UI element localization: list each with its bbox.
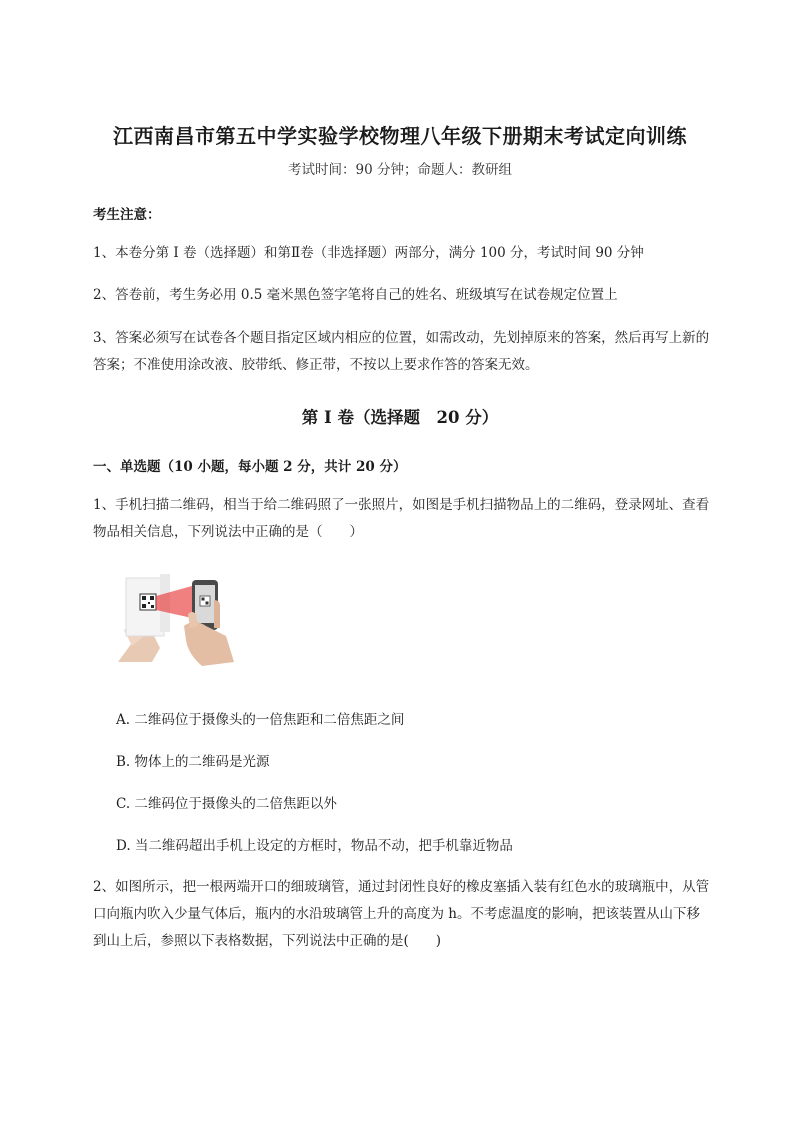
question-1-stem: 1、手机扫描二维码，相当于给二维码照了一张照片，如图是手机扫描物品上的二维码，登录网址、查看物品相关信息，下列说法中正确的是（ ）: [93, 497, 710, 540]
question-1-option-c: C. 二维码位于摄像头的二倍焦距以外: [116, 796, 337, 812]
qr-scan-icon: [114, 570, 236, 668]
question-group-title: 一、单选题（10 小题，每小题 2 分，共计 20 分）: [93, 459, 407, 475]
notice-item-1: 1、本卷分第 I 卷（选择题）和第Ⅱ卷（非选择题）两部分，满分 100 分，考试时间 90 分钟: [93, 245, 644, 261]
section-title: 第 I 卷（选择题 20 分）: [301, 408, 499, 427]
exam-title: 江西南昌市第五中学实验学校物理八年级下册期末考试定向训练: [113, 124, 687, 148]
question-1-option-a: A. 二维码位于摄像头的一倍焦距和二倍焦距之间: [116, 712, 405, 728]
notice-item-3: 3、答案必须写在试卷各个题目指定区域内相应的位置，如需改动，先划掉原来的答案，然后再写上新的答案；不准使用涂改液、胶带纸、修正带，不按以上要求作答的答案无效。: [93, 330, 710, 373]
question-1-option-d: D. 当二维码超出手机上设定的方框时，物品不动，把手机靠近物品: [116, 838, 513, 854]
exam-subtitle: 考试时间：90 分钟；命题人：教研组: [288, 162, 512, 178]
qr-scan-illustration: [114, 570, 236, 668]
notice-heading: 考生注意：: [93, 207, 161, 223]
notice-item-2: 2、答卷前，考生务必用 0.5 毫米黑色签字笔将自己的姓名、班级填写在试卷规定位置上: [93, 287, 618, 303]
question-2-stem: 2、如图所示，把一根两端开口的细玻璃管，通过封闭性良好的橡皮塞插入装有红色水的玻璃瓶中，从管口向瓶内吹入少量气体后，瓶内的水沿玻璃管上升的高度为 h。不考虑温度的影响，把该装置从山下移到山上后，参照以下表格数据，下列说法中正确的是( ): [93, 879, 710, 949]
question-1-option-b: B. 物体上的二维码是光源: [116, 754, 270, 770]
